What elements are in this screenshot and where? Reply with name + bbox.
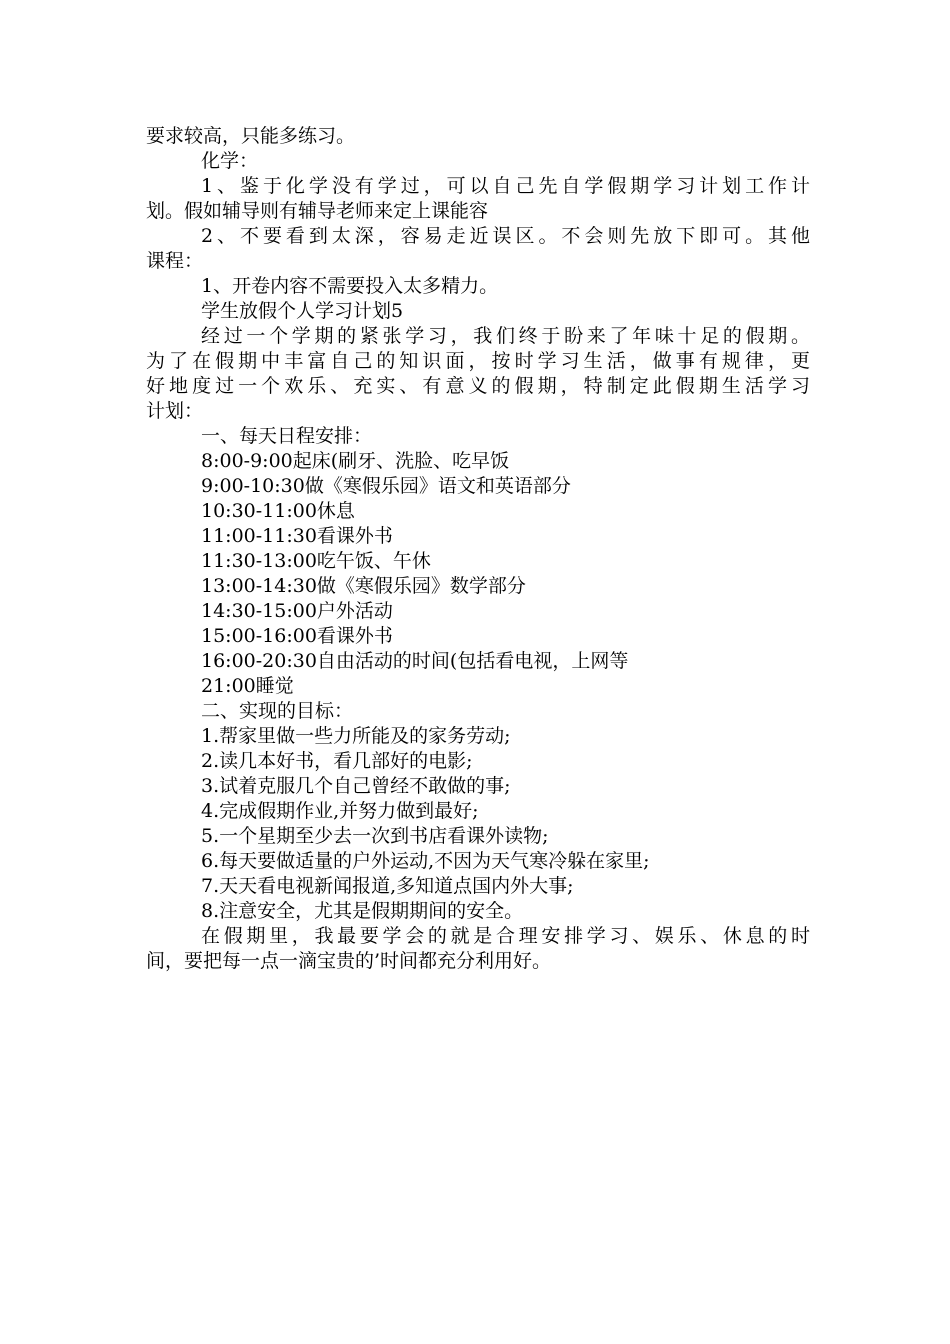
text-line: 好地度过一个欢乐、充实、有意义的假期，特制定此假期生活学习 bbox=[146, 375, 810, 397]
text-line: 化学： bbox=[201, 150, 259, 172]
text-line: 为了在假期中丰富自己的知识面，按时学习生活，做事有规律，更 bbox=[146, 350, 810, 372]
text-line: 4.完成假期作业,并努力做到最好; bbox=[201, 800, 479, 822]
text-line: 7.天天看电视新闻报道,多知道点国内外大事; bbox=[201, 875, 574, 897]
text-line: 2、不要看到太深，容易走近误区。不会则先放下即可。其他 bbox=[201, 225, 810, 247]
text-line: 课程： bbox=[146, 250, 204, 272]
text-line: 21:00睡觉 bbox=[201, 675, 294, 697]
text-line: 1、鉴于化学没有学过，可以自己先自学假期学习计划工作计 bbox=[201, 175, 810, 197]
text-line: 16:00-20:30自由活动的时间(包括看电视，上网等 bbox=[201, 650, 629, 672]
text-line: 5.一个星期至少去一次到书店看课外读物; bbox=[201, 825, 549, 847]
text-line: 11:30-13:00吃午饭、午休 bbox=[201, 550, 431, 572]
text-line: 15:00-16:00看课外书 bbox=[201, 625, 393, 647]
text-line: 学生放假个人学习计划5 bbox=[201, 300, 404, 322]
text-line: 一、每天日程安排： bbox=[201, 425, 373, 447]
text-line: 要求较高，只能多练习。 bbox=[146, 125, 356, 147]
text-line: 1.帮家里做一些力所能及的家务劳动; bbox=[201, 725, 511, 747]
text-line: 3.试着克服几个自己曾经不敢做的事; bbox=[201, 775, 511, 797]
text-line: 在假期里，我最要学会的就是合理安排学习、娱乐、休息的时 bbox=[201, 925, 810, 947]
document-body bbox=[146, 124, 810, 974]
text-line: 计划： bbox=[146, 400, 204, 422]
text-line: 间，要把每一点一滴宝贵的’时间都充分利用好。 bbox=[146, 950, 552, 972]
text-line: 13:00-14:30做《寒假乐园》数学部分 bbox=[201, 575, 526, 597]
text-line: 14:30-15:00户外活动 bbox=[201, 600, 393, 622]
text-line: 11:00-11:30看课外书 bbox=[201, 525, 393, 547]
text-line: 8:00-9:00起床(刷牙、洗脸、吃早饭 bbox=[201, 450, 510, 472]
text-line: 1、开卷内容不需要投入太多精力。 bbox=[201, 275, 499, 297]
text-line: 2.读几本好书，看几部好的电影; bbox=[201, 750, 473, 772]
text-line: 划。假如辅导则有辅导老师来定上课能容 bbox=[146, 200, 489, 222]
text-line: 8.注意安全，尤其是假期期间的安全。 bbox=[201, 900, 524, 922]
text-line: 二、实现的目标： bbox=[201, 700, 354, 722]
text-line: 9:00-10:30做《寒假乐园》语文和英语部分 bbox=[201, 475, 571, 497]
text-line: 6.每天要做适量的户外运动,不因为天气寒冷躲在家里; bbox=[201, 850, 650, 872]
text-line: 10:30-11:00休息 bbox=[201, 500, 355, 522]
text-line: 经过一个学期的紧张学习，我们终于盼来了年味十足的假期。 bbox=[201, 325, 810, 347]
